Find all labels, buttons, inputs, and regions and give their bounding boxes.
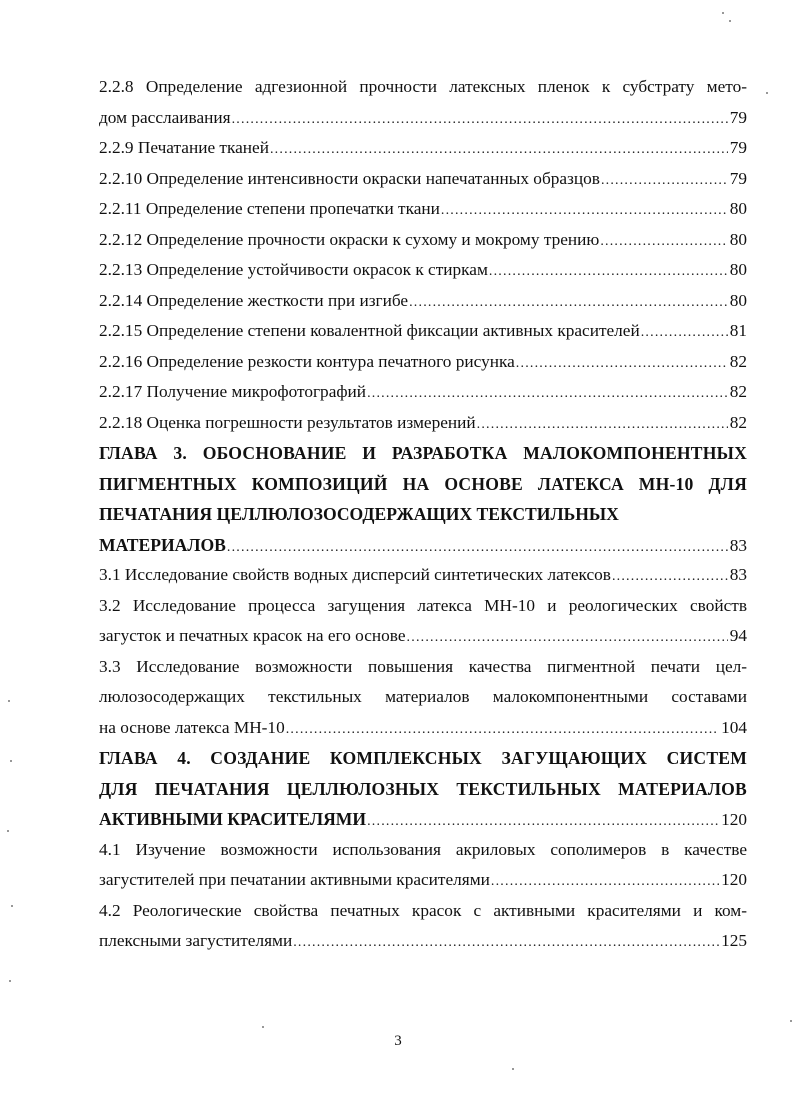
chapter-heading-line [99, 499, 747, 530]
toc-entry [99, 865, 747, 896]
toc-entry [99, 804, 747, 835]
toc-entry-page: 79 [729, 107, 747, 127]
toc-line-wrap [99, 682, 747, 713]
dot-leader [286, 715, 719, 744]
toc-entry [99, 621, 747, 652]
toc-entry-title: дом расслаивания [99, 107, 231, 127]
toc-entry-page: 80 [729, 199, 747, 218]
toc-entry [99, 194, 747, 225]
table-of-contents [99, 72, 747, 957]
toc-entry-page: 82 [729, 412, 747, 432]
toc-entry [99, 255, 747, 286]
chapter-heading-text: АКТИВНЫМИ КРАСИТЕЛЯМИ [99, 809, 367, 829]
toc-entry-page: 80 [729, 229, 747, 249]
chapter-heading-text: МАТЕРИАЛОВ [99, 534, 226, 555]
toc-entry-title: 2.2.13 Определение устойчивости окрасок к стиркам [99, 260, 488, 279]
toc-entry [99, 164, 747, 195]
chapter-heading-text: ПЕЧАТАНИЯ ЦЕЛЛЮЛОЗОСОДЕРЖАЩИХ ТЕКСТИЛЬНЫХ [99, 504, 619, 524]
dot-leader [489, 257, 728, 286]
scan-speck [10, 760, 12, 762]
scan-speck [262, 1026, 264, 1028]
scan-speck [512, 1068, 514, 1070]
toc-text: 3.2 Исследование процесса загущения латекса МН-10 и реологических свойств [99, 595, 747, 615]
toc-entry [99, 347, 747, 378]
dot-leader [491, 867, 719, 896]
toc-entry-title: 2.2.18 Оценка погрешности результатов измерений [99, 412, 476, 432]
toc-entry-page: 80 [729, 260, 747, 279]
dot-leader [600, 227, 727, 256]
toc-entry-page: 79 [729, 138, 747, 157]
toc-entry-page: 81 [729, 321, 747, 340]
toc-line-wrap [99, 835, 747, 866]
toc-entry [99, 133, 747, 164]
toc-entry-title: 2.2.12 Определение прочности окраски к сухому и мокрому трению [99, 229, 600, 249]
toc-entry-title: 2.2.10 Определение интенсивности окраски напечатанных образцов [99, 168, 600, 188]
dot-leader [270, 135, 728, 164]
scan-speck [729, 20, 731, 22]
chapter-heading-line [99, 743, 747, 774]
dot-leader [407, 623, 728, 652]
dot-leader [477, 410, 728, 439]
scan-speck [7, 830, 9, 832]
toc-entry-page: 104 [721, 717, 747, 737]
toc-entry-title: 2.2.14 Определение жесткости при изгибе [99, 290, 409, 310]
dot-leader [516, 349, 728, 378]
dot-leader [409, 288, 728, 317]
scan-speck [11, 905, 13, 907]
toc-entry [99, 286, 747, 317]
scan-speck [722, 12, 724, 14]
toc-entry-page: 120 [721, 810, 747, 829]
dot-leader [367, 807, 719, 835]
toc-entry [99, 225, 747, 256]
dot-leader [612, 562, 728, 591]
chapter-heading-text: ПИГМЕНТНЫХ КОМПОЗИЦИЙ НА ОСНОВЕ ЛАТЕКСА МН-10 ДЛЯ [99, 473, 747, 494]
toc-entry-title: 3.1 Исследование свойств водных дисперсий синтетических латексов [99, 565, 611, 584]
dot-leader [601, 166, 728, 195]
chapter-heading-text: ГЛАВА 3. ОБОСНОВАНИЕ И РАЗРАБОТКА МАЛОКОМПОНЕНТНЫХ [99, 443, 747, 463]
toc-entry-page: 83 [729, 535, 747, 555]
chapter-heading-text: ДЛЯ ПЕЧАТАНИЯ ЦЕЛЛЮЛОЗНЫХ ТЕКСТИЛЬНЫХ МАТЕРИАЛОВ [99, 778, 747, 799]
toc-line-wrap [99, 652, 747, 683]
toc-entry-title: на основе латекса МН-10 [99, 717, 285, 737]
toc-entry [99, 316, 747, 347]
chapter-heading-line [99, 469, 747, 500]
dot-leader [441, 196, 728, 225]
toc-entry [99, 530, 747, 561]
scan-speck [766, 92, 768, 94]
toc-line-wrap [99, 591, 747, 622]
toc-entry-page: 82 [729, 382, 747, 401]
dot-leader [232, 105, 728, 134]
chapter-heading-line [99, 774, 747, 805]
toc-line-wrap [99, 896, 747, 927]
chapter-heading-text: ГЛАВА 4. СОЗДАНИЕ КОМПЛЕКСНЫХ ЗАГУЩАЮЩИХ СИСТЕМ [99, 748, 747, 768]
toc-text: 3.3 Исследование возможности повышения качества пигментной печати цел- [99, 656, 747, 676]
toc-entry-title: 2.2.15 Определение степени ковалентной фиксации активных красителей [99, 321, 640, 340]
toc-entry-page: 79 [729, 168, 747, 188]
toc-entry [99, 926, 747, 957]
toc-entry-title: 2.2.11 Определение степени пропечатки ткани [99, 199, 440, 218]
toc-text: 4.2 Реологические свойства печатных красок с активными красителями и ком- [99, 900, 747, 920]
toc-entry-title: 2.2.9 Печатание тканей [99, 138, 269, 157]
toc-entry-title: загустителей при печатании активными красителями [99, 870, 490, 889]
toc-line-wrap [99, 72, 747, 103]
toc-entry [99, 377, 747, 408]
toc-entry-title: 2.2.16 Определение резкости контура печатного рисунка [99, 351, 515, 371]
toc-entry [99, 560, 747, 591]
toc-entry-title: загусток и печатных красок на его основе [99, 626, 406, 645]
chapter-heading-line [99, 438, 747, 469]
scan-speck [9, 980, 11, 982]
toc-entry [99, 103, 747, 134]
dot-leader [227, 533, 728, 561]
toc-entry-title: плексными загустителями [99, 931, 293, 950]
toc-text: 4.1 Изучение возможности использования акриловых сополимеров в качестве [99, 839, 747, 859]
dot-leader [641, 318, 728, 347]
toc-entry-page: 125 [721, 931, 747, 950]
scan-speck [790, 1020, 792, 1022]
toc-entry-page: 82 [729, 351, 747, 371]
toc-entry [99, 408, 747, 439]
toc-text: люлозосодержащих текстильных материалов малокомпонентными составами [99, 687, 747, 706]
dot-leader [293, 928, 719, 957]
toc-text: 2.2.8 Определение адгезионной прочности латексных пленок к субстрату мето- [99, 77, 747, 96]
scan-speck [8, 700, 10, 702]
toc-entry-page: 120 [721, 870, 747, 889]
toc-entry-title: 2.2.17 Получение микрофотографий [99, 382, 367, 401]
toc-entry-page: 80 [729, 290, 747, 310]
toc-entry-page: 94 [729, 626, 747, 645]
toc-entry [99, 713, 747, 744]
dot-leader [367, 379, 728, 408]
toc-entry-page: 83 [729, 565, 747, 584]
page-number: 3 [394, 1033, 402, 1049]
